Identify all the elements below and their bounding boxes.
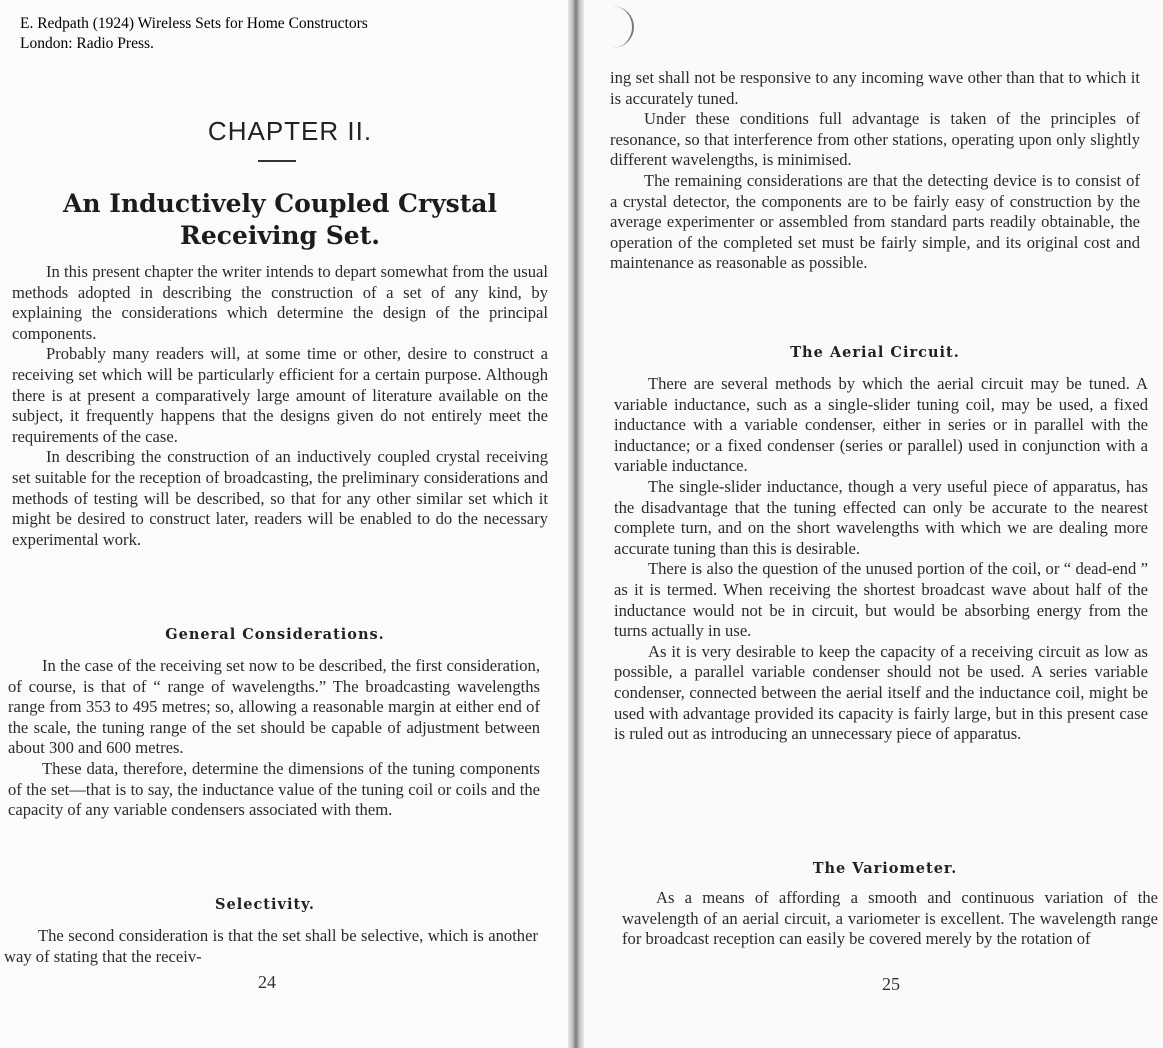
page-number-left: 24 <box>258 972 276 992</box>
citation-line-2: London: Radio Press. <box>20 35 154 52</box>
paragraph: The single-slider inductance, though a very useful piece of apparatus, has the disadvantage that the tuning effected can only be accurate to the nearest complete turn, and on the short wavelengths with which we are dealing more accurate tuning than this is desirable. <box>614 476 1148 558</box>
intro-text <box>12 262 548 550</box>
book-gutter <box>568 0 584 1048</box>
paragraph: There are several methods by which the aerial circuit may be tuned. A variable inductance, such as a single-slider tuning coil, may be used, a fixed inductance with a variable condenser, either in series or in parallel with the inductance; or a fixed condenser (series or parallel) used in conjunction with a variable inductance. <box>614 374 1148 476</box>
chapter-title <box>20 188 540 252</box>
paragraph: Probably many readers will, at some time or other, desire to construct a receiving set which will be particularly efficient for a certain purpose. Although there is at present a comparatively large amount of literature available on the subject, it frequently happens that the designs given do not entirely meet the requirements of the case. <box>12 344 548 446</box>
citation <box>20 14 540 54</box>
chapter-heading: CHAPTER II. <box>207 116 373 146</box>
selectivity-text <box>4 926 538 967</box>
chapter-rule <box>258 160 296 162</box>
section-heading-aerial: The Aerial Circuit. <box>790 344 960 361</box>
paragraph: There is also the question of the unused portion of the coil, or “ dead-end ” as it is termed. When receiving the shortest broadcast wave about half of the inductance would not be in circuit, but would be absorbing energy from the turns actually in use. <box>614 559 1148 641</box>
chapter-title-line-2: Receiving Set. <box>180 221 380 250</box>
section-heading-general: General Considerations. <box>165 626 385 643</box>
page-number-right: 25 <box>882 974 900 994</box>
section-heading-variometer: The Variometer. <box>812 860 958 877</box>
paragraph: In the case of the receiving set now to be described, the first consideration, of course, is that of “ range of wavelengths.” The broadcasting wavelengths range from 353 to 495 metres; so, allowing a reasonable margin at either end of the scale, the tuning range of the set should be capable of adjustment between about 300 and 600 metres. <box>8 656 540 758</box>
paragraph: The second consideration is that the set shall be selective, which is another way of stating that the receiv- <box>4 926 538 966</box>
general-text <box>8 656 540 821</box>
variometer-text <box>622 888 1158 950</box>
paragraph: As it is very desirable to keep the capacity of a receiving circuit as low as possible, a parallel variable condenser should not be used. A series variable condenser, connected between the aerial itself and the inductance coil, might be used with advantage provided its capacity is fairly large, but in this present case is ruled out as introducing an unnecessary piece of apparatus. <box>614 641 1148 744</box>
paragraph: These data, therefore, determine the dimensions of the tuning components of the set—that is to say, the inductance value of the tuning coil or coils and the capacity of any variable condensers associated with them. <box>8 758 540 820</box>
citation-line-1: E. Redpath (1924) Wireless Sets for Home Constructors <box>20 15 368 32</box>
continued-text <box>610 68 1140 274</box>
section-heading-selectivity: Selectivity. <box>215 896 315 913</box>
paragraph: As a means of affording a smooth and continuous variation of the wavelength of an aerial circuit, a variometer is excellent. The wavelength range for broadcast reception can easily be covered merely by the rotation of <box>622 888 1158 949</box>
paragraph: In this present chapter the writer intends to depart somewhat from the usual methods adopted in describing the construction of a set of any kind, by explaining the considerations which determine the design of the principal components. <box>12 262 548 343</box>
paragraph: In describing the construction of an inductively coupled crystal receiving set suitable for the reception of broadcasting, the preliminary considerations and methods of testing will be described, so that for any other similar set which it might be desired to construct later, readers will be enabled to do the necessary experimental work. <box>12 447 548 549</box>
aerial-text <box>614 374 1148 745</box>
paragraph: Under these conditions full advantage is taken of the principles of resonance, so that interference from other stations, operating upon only slightly different wavelengths, is minimised. <box>610 109 1140 170</box>
chapter-title-line-1: An Inductively Coupled Crystal <box>63 189 497 218</box>
paragraph: The remaining considerations are that the detecting device is to consist of a crystal detector, the components are to be fairly easy of construction by the average experimenter or assembled from standard parts readily obtainable, the operation of the completed set must be fairly simple, and its original cost and maintenance as reasonable as possible. <box>610 170 1140 273</box>
paragraph: ing set shall not be responsive to any incoming wave other than that to which it is accurately tuned. <box>610 68 1140 108</box>
